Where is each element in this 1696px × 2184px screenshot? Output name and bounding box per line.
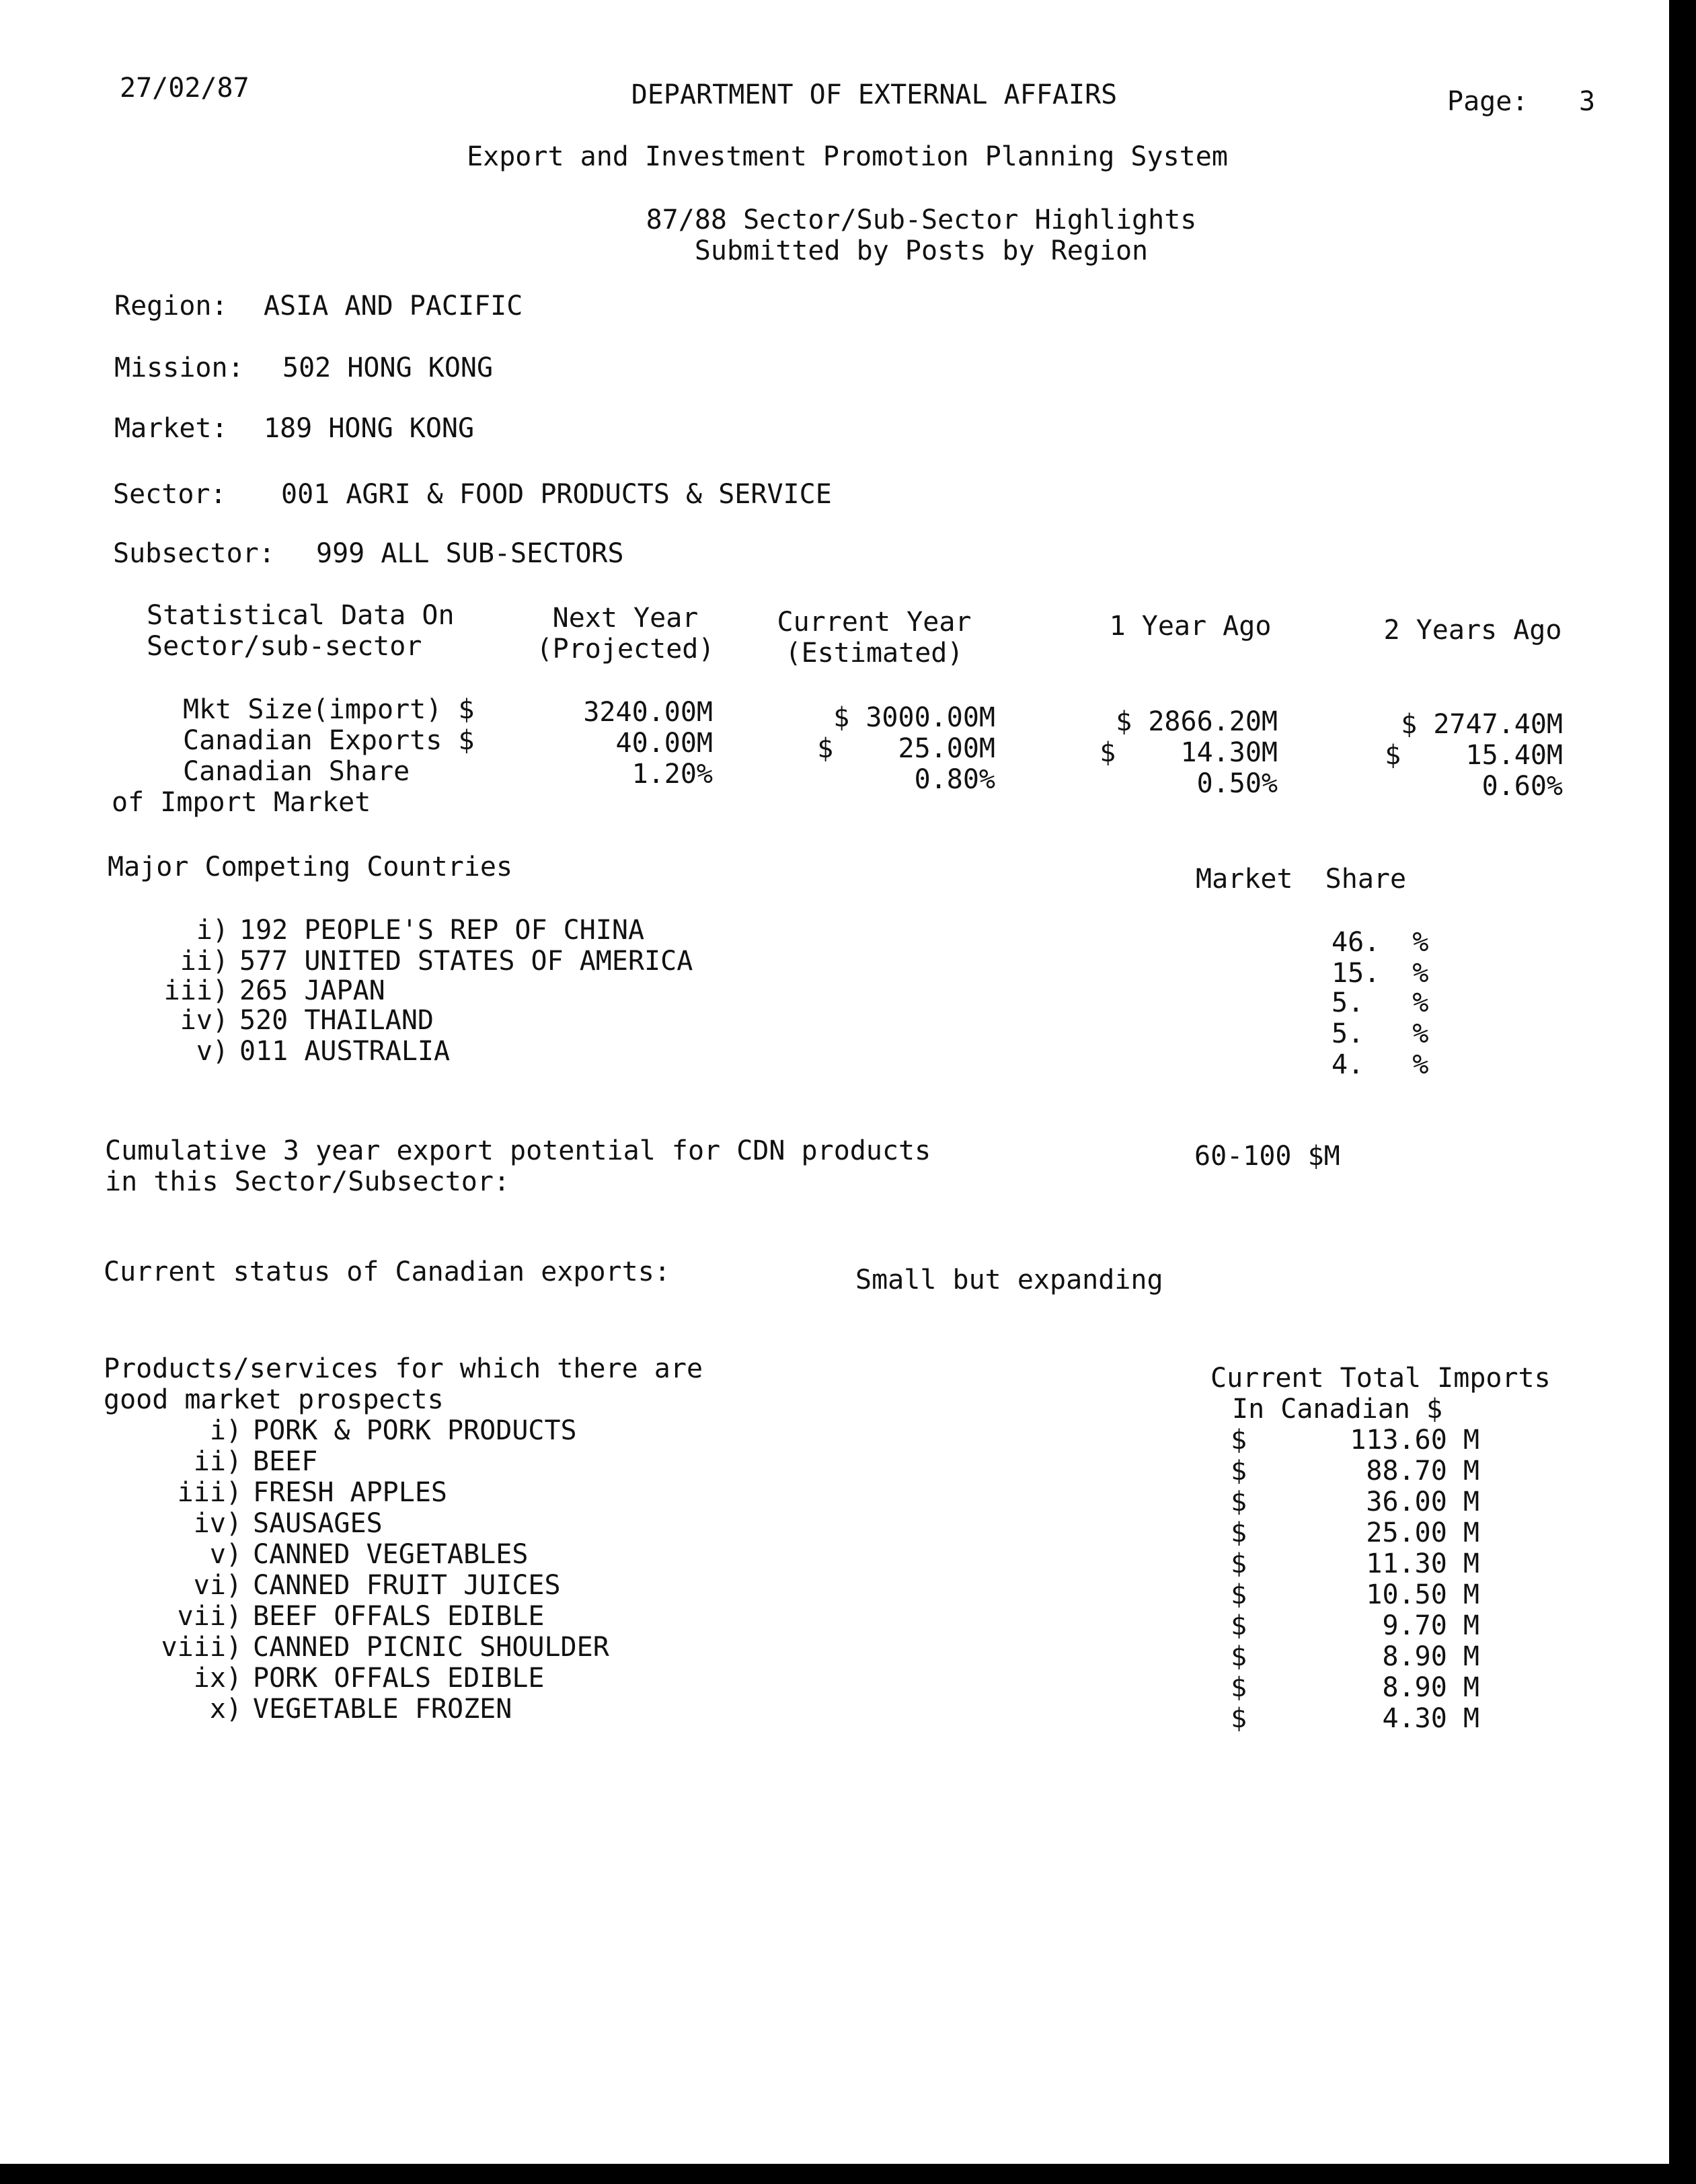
mission-label: Mission: xyxy=(114,352,244,383)
product-name: CANNED VEGETABLES xyxy=(253,1539,529,1570)
imports-heading: Current Total Imports xyxy=(1210,1363,1551,1394)
export-potential-label-2: in this Sector/Subsector: xyxy=(105,1166,510,1197)
canadian-exports-next-year: 40.00M xyxy=(615,728,713,759)
report-subtitle: Submitted by Posts by Region xyxy=(694,235,1149,266)
subsector-label: Subsector: xyxy=(113,538,275,569)
currency-symbol: $ xyxy=(1231,1456,1247,1486)
currency-symbol: $ xyxy=(1231,1517,1247,1548)
product-number: viii) xyxy=(161,1632,242,1663)
product-name: BEEF xyxy=(253,1446,318,1477)
product-number: iii) xyxy=(177,1477,242,1508)
export-status-value: Small but expanding xyxy=(855,1265,1163,1295)
competitor-name: 265 JAPAN xyxy=(239,975,385,1006)
competitor-share: 5. % xyxy=(1332,987,1429,1018)
column-subheader-projected: (Projected) xyxy=(536,634,715,665)
row-label-canadian-share: Canadian Share xyxy=(183,756,410,787)
sector-label: Sector: xyxy=(113,479,227,510)
product-name: CANNED FRUIT JUICES xyxy=(253,1570,561,1601)
product-name: PORK OFFALS EDIBLE xyxy=(253,1663,545,1694)
import-amount: 113.60 M xyxy=(1350,1425,1479,1456)
competitors-heading: Major Competing Countries xyxy=(108,852,513,882)
stats-label-line-2: Sector/sub-sector xyxy=(147,631,422,662)
canadian-share-next-year: 1.20% xyxy=(631,759,713,790)
import-amount: 11.30 M xyxy=(1366,1548,1479,1579)
product-name: FRESH APPLES xyxy=(253,1477,447,1508)
product-name: BEEF OFFALS EDIBLE xyxy=(253,1601,545,1632)
products-heading-2: good market prospects xyxy=(104,1384,444,1415)
canadian-exports-1-year-ago: $ 14.30M xyxy=(1100,737,1278,768)
canadian-share-current-year: 0.80% xyxy=(914,764,995,795)
competitor-share: 46. % xyxy=(1332,927,1429,958)
competitor-name: 011 AUSTRALIA xyxy=(239,1036,451,1067)
product-name: VEGETABLE FROZEN xyxy=(253,1694,512,1725)
product-number: i) xyxy=(209,1415,242,1446)
department-name: DEPARTMENT OF EXTERNAL AFFAIRS xyxy=(631,79,1118,110)
scan-edge-bottom xyxy=(0,2164,1696,2184)
competitor-name: 520 THAILAND xyxy=(239,1005,434,1036)
competitor-number: iv) xyxy=(180,1005,229,1036)
canadian-share-1-year-ago: 0.50% xyxy=(1196,768,1278,799)
product-number: ix) xyxy=(193,1663,242,1694)
canadian-share-2-years-ago: 0.60% xyxy=(1481,771,1563,802)
market-label: Market: xyxy=(114,413,228,444)
currency-symbol: $ xyxy=(1231,1703,1247,1734)
imports-heading-2: In Canadian $ xyxy=(1232,1394,1443,1425)
product-number: ii) xyxy=(193,1446,242,1477)
column-header-1-year-ago: 1 Year Ago xyxy=(1109,611,1272,642)
import-amount: 10.50 M xyxy=(1366,1579,1479,1610)
export-potential-value: 60-100 $M xyxy=(1194,1141,1340,1172)
report-date: 27/02/87 xyxy=(120,73,249,104)
report-title: 87/88 Sector/Sub-Sector Highlights xyxy=(646,204,1197,235)
product-name: PORK & PORK PRODUCTS xyxy=(253,1415,577,1446)
mkt-size-2-years-ago: $ 2747.40M xyxy=(1401,709,1563,740)
product-number: x) xyxy=(209,1694,242,1725)
product-number: vii) xyxy=(177,1601,242,1632)
products-heading: Products/services for which there are xyxy=(104,1353,703,1384)
row-label-canadian-exports: Canadian Exports $ xyxy=(183,725,475,756)
page-number: 3 xyxy=(1579,86,1596,117)
import-amount: 9.70 M xyxy=(1382,1610,1479,1641)
currency-symbol: $ xyxy=(1231,1486,1247,1517)
import-amount: 36.00 M xyxy=(1366,1486,1479,1517)
mkt-size-current-year: $ 3000.00M xyxy=(833,702,995,733)
column-header-current-year: Current Year xyxy=(777,607,972,638)
competitor-share: 15. % xyxy=(1332,958,1429,989)
competitor-number: iii) xyxy=(163,975,229,1006)
mkt-size-1-year-ago: $ 2866.20M xyxy=(1116,706,1278,737)
canadian-exports-current-year: $ 25.00M xyxy=(817,733,995,764)
stats-label-line-1: Statistical Data On xyxy=(147,600,455,631)
competitor-name: 577 UNITED STATES OF AMERICA xyxy=(239,946,693,977)
import-amount: 88.70 M xyxy=(1366,1456,1479,1486)
competitor-number: v) xyxy=(196,1036,229,1067)
column-header-2-years-ago: 2 Years Ago xyxy=(1383,615,1562,646)
product-number: vi) xyxy=(193,1570,242,1601)
region-value: ASIA AND PACIFIC xyxy=(264,291,523,322)
subsector-value: 999 ALL SUB-SECTORS xyxy=(316,538,624,569)
row-label-mkt-size: Mkt Size(import) $ xyxy=(183,694,475,725)
sector-value: 001 AGRI & FOOD PRODUCTS & SERVICE xyxy=(281,479,832,510)
competitor-number: ii) xyxy=(180,946,229,977)
page-label: Page: xyxy=(1447,86,1529,117)
region-label: Region: xyxy=(114,291,228,322)
mission-value: 502 HONG KONG xyxy=(282,352,494,383)
currency-symbol: $ xyxy=(1231,1641,1247,1672)
currency-symbol: $ xyxy=(1231,1672,1247,1703)
product-name: SAUSAGES xyxy=(253,1508,383,1539)
export-potential-label: Cumulative 3 year export potential for CDN products xyxy=(105,1135,931,1166)
competitor-share: 4. % xyxy=(1332,1049,1429,1080)
product-name: CANNED PICNIC SHOULDER xyxy=(253,1632,609,1663)
system-title: Export and Investment Promotion Planning System xyxy=(467,141,1228,172)
mkt-size-next-year: 3240.00M xyxy=(583,697,713,728)
currency-symbol: $ xyxy=(1231,1548,1247,1579)
scan-edge-right xyxy=(1669,0,1696,2184)
export-status-label: Current status of Canadian exports: xyxy=(104,1256,670,1287)
import-amount: 25.00 M xyxy=(1366,1517,1479,1548)
import-amount: 8.90 M xyxy=(1382,1672,1479,1703)
market-value: 189 HONG KONG xyxy=(264,413,475,444)
market-share-heading: Market Share xyxy=(1196,864,1407,895)
import-amount: 8.90 M xyxy=(1382,1641,1479,1672)
column-header-next-year: Next Year xyxy=(552,603,699,634)
currency-symbol: $ xyxy=(1231,1425,1247,1456)
product-number: iv) xyxy=(193,1508,242,1539)
currency-symbol: $ xyxy=(1231,1579,1247,1610)
competitor-number: i) xyxy=(196,915,229,946)
product-number: v) xyxy=(209,1539,242,1570)
competitor-share: 5. % xyxy=(1332,1018,1429,1049)
competitor-name: 192 PEOPLE'S REP OF CHINA xyxy=(239,915,645,946)
canadian-exports-2-years-ago: $ 15.40M xyxy=(1385,740,1563,771)
import-amount: 4.30 M xyxy=(1382,1703,1479,1734)
column-subheader-estimated: (Estimated) xyxy=(785,638,964,669)
row-label-import-market: of Import Market xyxy=(112,787,371,818)
currency-symbol: $ xyxy=(1231,1610,1247,1641)
